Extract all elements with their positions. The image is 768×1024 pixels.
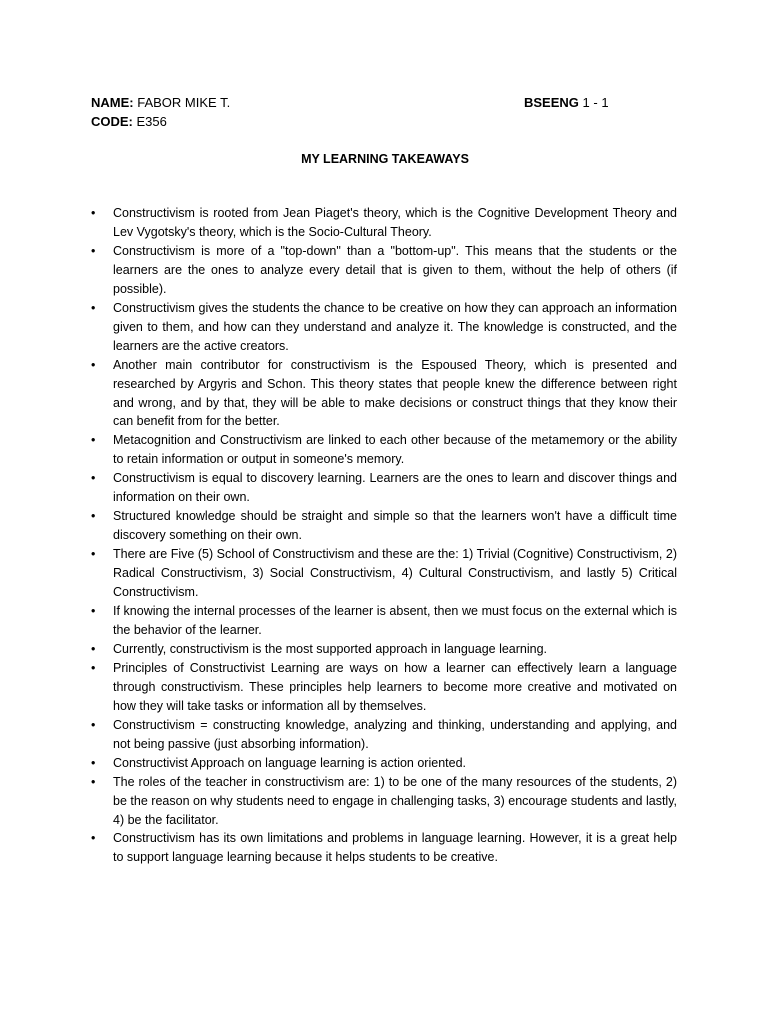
name-label: NAME: bbox=[91, 95, 134, 110]
bullet-icon: • bbox=[91, 660, 96, 675]
bullet-icon: • bbox=[91, 755, 96, 770]
list-item bbox=[91, 773, 677, 830]
bullet-icon: • bbox=[91, 641, 96, 656]
bullet-icon: • bbox=[91, 471, 96, 486]
list-item bbox=[91, 545, 677, 602]
bullet-icon: • bbox=[91, 547, 96, 562]
list-item bbox=[91, 204, 677, 242]
course-label: BSEENG bbox=[524, 95, 579, 110]
list-item-text: Constructivism is more of a "top-down" than a "bottom-up". This means that the students or the learners are the ones to analyze every detail that is given to them, without the help of others (if possible). bbox=[113, 243, 677, 296]
course-value: 1 - 1 bbox=[582, 95, 609, 110]
list-item-text: Another main contributor for constructivism is the Espoused Theory, which is presented and researched by Argyris and Schon. This theory states that people knew the difference between right and wrong, and by that, they will be able to make decisions or construct things that they know their can benefit from for the better. bbox=[113, 357, 677, 429]
list-item-text: Currently, constructivism is the most supported approach in language learning. bbox=[113, 641, 548, 656]
bullet-icon: • bbox=[91, 243, 96, 258]
list-item bbox=[91, 602, 677, 640]
bullet-icon: • bbox=[91, 774, 96, 789]
bullet-icon: • bbox=[91, 300, 96, 315]
takeaways-list bbox=[91, 204, 677, 867]
list-item bbox=[91, 469, 677, 507]
bullet-icon: • bbox=[91, 604, 96, 619]
list-item-text: Constructivism = constructing knowledge, analyzing and thinking, understanding and applying, and not being passive (just absorbing information). bbox=[113, 717, 677, 751]
list-item-text: Metacognition and Constructivism are linked to each other because of the metamemory or the ability to retain information or output in someone's memory. bbox=[113, 433, 677, 467]
code-value: E356 bbox=[136, 114, 167, 129]
course-line bbox=[524, 93, 609, 112]
list-item-text: Constructivism is rooted from Jean Piaget's theory, which is the Cognitive Development Theory and Lev Vygotsky's theory, which is the Socio-Cultural Theory. bbox=[113, 206, 677, 239]
page-title: MY LEARNING TAKEAWAYS bbox=[301, 152, 469, 166]
bullet-icon: • bbox=[91, 509, 96, 524]
list-item-text: Constructivist Approach on language learning is action oriented. bbox=[113, 755, 466, 770]
list-item bbox=[91, 242, 677, 299]
bullet-icon: • bbox=[91, 433, 96, 448]
bullet-icon: • bbox=[91, 206, 96, 220]
list-item bbox=[91, 507, 677, 545]
list-item bbox=[91, 356, 677, 432]
list-item-text: There are Five (5) School of Constructivism and these are the: 1) Trivial (Cognitive) Constructivism, 2) Radical Constructivism, 3) Social Constructivism, 4) Cultural Constructivism, and lastly 5) Critical Constructivism. bbox=[113, 547, 677, 600]
list-item-text: Constructivism is equal to discovery learning. Learners are the ones to learn and discover things and information on their own. bbox=[113, 471, 677, 505]
list-item-text: Principles of Constructivist Learning are ways on how a learner can effectively learn a language through constructivism. These principles help learners to become more creative and motivated on how they will take tasks or information all by themselves. bbox=[113, 660, 677, 713]
name-line bbox=[91, 93, 679, 112]
bullet-icon: • bbox=[91, 831, 96, 846]
code-line bbox=[91, 112, 679, 131]
list-item-text: The roles of the teacher in constructivism are: 1) to be one of the many resources of the students, 2) be the reason on why students need to engage in challenging tasks, 3) encourage students and lastly, 4) be the facilitator. bbox=[113, 774, 677, 827]
list-item bbox=[91, 431, 677, 469]
name-value: FABOR MIKE T. bbox=[137, 95, 231, 110]
list-item-text: Constructivism gives the students the chance to be creative on how they can approach an information given to them, and how can they understand and analyze it. The knowledge is constructed, and the learners are the active creators. bbox=[113, 300, 677, 353]
list-item bbox=[91, 754, 677, 773]
list-item bbox=[91, 640, 677, 659]
list-item bbox=[91, 716, 677, 754]
list-item-text: Constructivism has its own limitations and problems in language learning. However, it is a great help to support language learning because it helps students to be creative. bbox=[113, 831, 677, 865]
list-item bbox=[91, 299, 677, 356]
list-item-text: If knowing the internal processes of the learner is absent, then we must focus on the external which is the behavior of the learner. bbox=[113, 604, 677, 637]
list-item-text: Structured knowledge should be straight and simple so that the learners won't have a difficult time discovery something on their own. bbox=[113, 509, 677, 543]
bullet-icon: • bbox=[91, 357, 96, 372]
bullet-icon: • bbox=[91, 717, 96, 732]
list-item bbox=[91, 659, 677, 716]
code-label: CODE: bbox=[91, 114, 133, 129]
list-item bbox=[91, 829, 677, 867]
